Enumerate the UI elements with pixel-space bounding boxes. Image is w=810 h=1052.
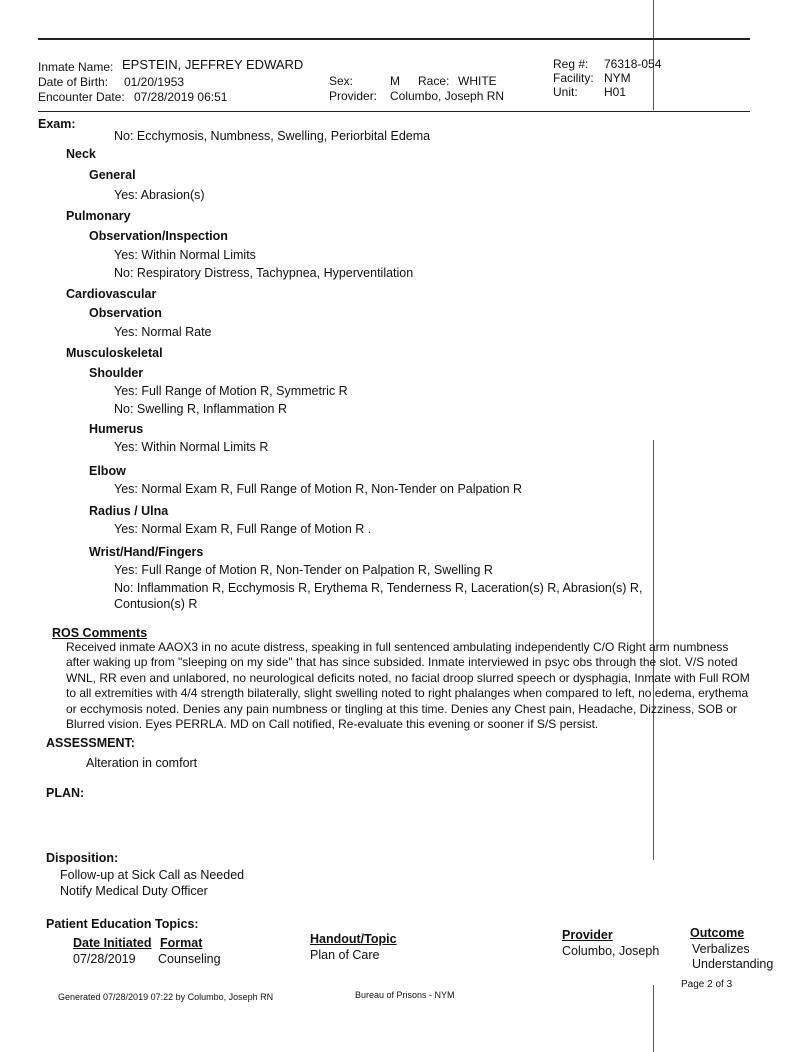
header-rule-top <box>38 38 750 40</box>
race-label: Race: <box>418 74 450 88</box>
wrist-title: Wrist/Hand/Fingers <box>89 545 204 559</box>
dob-label: Date of Birth: <box>38 75 109 89</box>
neck-general-yes: Yes: Abrasion(s) <box>114 188 205 202</box>
education-row-provider: Columbo, Joseph <box>562 944 660 958</box>
provider: Columbo, Joseph RN <box>390 89 505 103</box>
cardio-title: Cardiovascular <box>66 287 157 301</box>
footer-generated: Generated 07/28/2019 07:22 by Columbo, Joseph RN <box>58 992 274 1002</box>
wrist-yes: Yes: Full Range of Motion R, Non-Tender on Palpation R, Swelling R <box>114 563 493 577</box>
cardio-observation-yes: Yes: Normal Rate <box>114 325 212 339</box>
scan-line-top <box>653 0 654 110</box>
disposition-item: Follow-up at Sick Call as Needed <box>60 868 245 882</box>
facility: NYM <box>604 71 631 85</box>
sex: M <box>390 74 400 88</box>
header-rule-bottom <box>38 111 750 112</box>
shoulder-title: Shoulder <box>89 366 144 380</box>
elbow-yes: Yes: Normal Exam R, Full Range of Motion R, Non-Tender on Palpation R <box>114 482 523 496</box>
education-row-date: 07/28/2019 <box>73 952 136 966</box>
wrist-no-cont: Contusion(s) R <box>114 597 198 611</box>
pulmonary-observation-yes: Yes: Within Normal Limits <box>114 248 256 262</box>
footer-page: Page 2 of 3 <box>681 979 733 990</box>
elbow-title: Elbow <box>89 464 126 478</box>
race: WHITE <box>458 74 497 88</box>
reg-number: 76318-054 <box>604 57 662 71</box>
neck-title: Neck <box>66 147 96 161</box>
provider-label: Provider: <box>329 89 378 103</box>
education-row-outcome-2: Understanding <box>692 957 774 971</box>
assessment-text: Alteration in comfort <box>86 756 198 770</box>
facility-label: Facility: <box>553 71 594 85</box>
cardio-observation-title: Observation <box>89 306 162 320</box>
exam-title: Exam: <box>38 117 76 131</box>
exam-top-finding: No: Ecchymosis, Numbness, Swelling, Periorbital Edema <box>114 129 431 143</box>
sex-label: Sex: <box>329 74 354 88</box>
shoulder-yes: Yes: Full Range of Motion R, Symmetric R <box>114 384 348 398</box>
inmate-name-label: Inmate Name: <box>38 60 114 74</box>
dob: 01/20/1953 <box>124 75 185 89</box>
neck-general-title: General <box>89 168 136 182</box>
disposition-title: Disposition: <box>46 851 119 865</box>
assessment-title: ASSESSMENT: <box>46 736 135 750</box>
education-header-date: Date Initiated <box>73 936 152 950</box>
education-row-outcome-1: Verbalizes <box>692 942 750 956</box>
unit-label: Unit: <box>553 85 578 99</box>
pulmonary-observation-title: Observation/Inspection <box>89 229 228 243</box>
pulmonary-title: Pulmonary <box>66 209 131 223</box>
humerus-title: Humerus <box>89 422 144 436</box>
encounter-label: Encounter Date: <box>38 90 125 104</box>
education-header-handout: Handout/Topic <box>310 932 397 946</box>
disposition-item: Notify Medical Duty Officer <box>60 884 208 898</box>
unit: H01 <box>604 85 627 99</box>
education-header-outcome: Outcome <box>690 926 745 940</box>
education-title: Patient Education Topics: <box>46 917 199 931</box>
shoulder-no: No: Swelling R, Inflammation R <box>114 402 287 416</box>
radius-ulna-yes: Yes: Normal Exam R, Full Range of Motion R . <box>114 522 372 536</box>
education-header-provider: Provider <box>562 928 613 942</box>
footer-bureau: Bureau of Prisons - NYM <box>355 990 455 1000</box>
education-header-format: Format <box>160 936 203 950</box>
encounter-date: 07/28/2019 06:51 <box>134 90 228 104</box>
plan-title: PLAN: <box>46 786 85 800</box>
wrist-no: No: Inflammation R, Ecchymosis R, Erythema R, Tenderness R, Laceration(s) R, Abrasion(s) R, <box>114 581 643 595</box>
pulmonary-observation-no: No: Respiratory Distress, Tachypnea, Hyperventilation <box>114 266 414 280</box>
reg-label: Reg #: <box>553 57 589 71</box>
education-row-format: Counseling <box>158 952 221 966</box>
ros-text: Received inmate AAOX3 in no acute distress, speaking in full sentenced ambulating independently C/O Right arm numbness after waking up from "sleeping on my side" that has since subsided. Inmate interviewed in psyc obs through the slot. V/S noted WNL, RR even and unlabored, no neurological deficits noted, no facial droop slurred speech or dysphagia, Inmate with Full ROM to all extremities with 4/4 strength bilaterally, slight swelling noted to right phalanges when compared to left, no edema, erythema or ecchymosis noted. Denies any pain numbness or tingling at this time. Denies any Chest pain, Headache, Dizziness, SOB or Blurred vision. Eyes PERRLA. MD on Call notified, Re-evaluate this evening or sooner if S/S persist. <box>66 640 750 732</box>
musculo-title: Musculoskeletal <box>66 346 163 360</box>
humerus-yes: Yes: Within Normal Limits R <box>114 440 269 454</box>
education-row-handout: Plan of Care <box>310 948 380 962</box>
ros-title: ROS Comments <box>52 626 148 640</box>
radius-ulna-title: Radius / Ulna <box>89 504 169 518</box>
inmate-name: EPSTEIN, JEFFREY EDWARD <box>122 57 304 72</box>
scan-line-bottom <box>653 985 654 1052</box>
